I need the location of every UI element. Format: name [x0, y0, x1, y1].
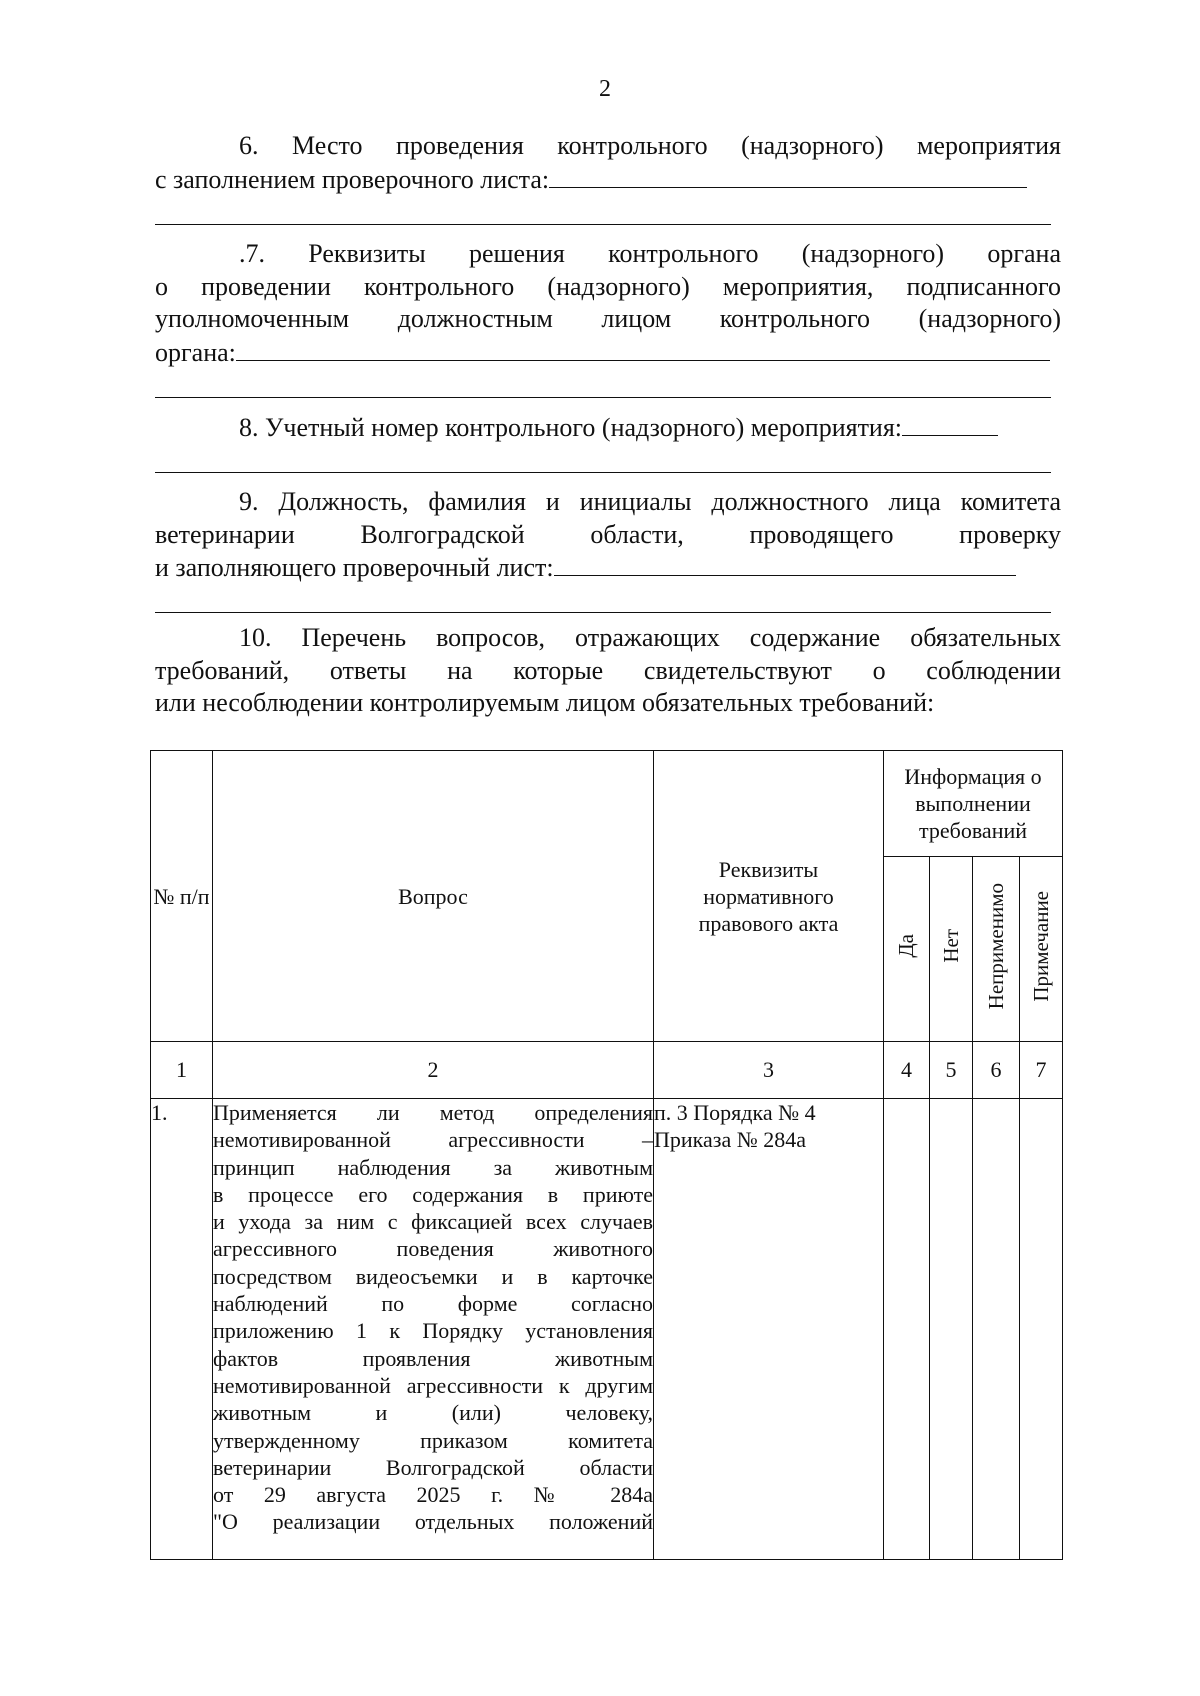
- answer-no-cell[interactable]: [930, 1099, 973, 1560]
- checklist-table: [150, 750, 1063, 1560]
- question-line: немотивированной агрессивности –: [213, 1127, 653, 1153]
- header-num: № п/п: [151, 751, 213, 1042]
- item-10-list-intro: [155, 622, 1061, 720]
- item-8-fill-field[interactable]: [902, 411, 998, 436]
- reference-line: п. 3 Порядка № 4: [654, 1100, 816, 1125]
- question-cell: [213, 1099, 654, 1560]
- item-9-line-1: 9. Должность, фамилия и инициалы должностного лица комитета: [239, 487, 1061, 516]
- row-number: 1.: [151, 1099, 213, 1560]
- page-number: 2: [599, 76, 611, 102]
- item-10-line-2: требований, ответы на которые свидетельствуют о соблюдении: [155, 655, 1061, 685]
- answer-note-cell[interactable]: [1020, 1099, 1063, 1560]
- question-line: ветеринарии Волгоградской области: [213, 1454, 653, 1480]
- header-note-cell: [1020, 857, 1063, 1042]
- item-9-inspector: [155, 486, 1061, 585]
- item-9-line-3: и заполняющего проверочный лист:: [155, 553, 554, 582]
- header-na-cell: [973, 857, 1020, 1042]
- item-8-number: [155, 411, 1061, 445]
- column-number: 1: [151, 1042, 213, 1099]
- item-6-line-2: с заполнением проверочного листа:: [155, 164, 550, 194]
- item-9-fill-field[interactable]: [554, 551, 1016, 576]
- item-6-blank-line[interactable]: [155, 224, 1051, 225]
- question-line: немотивированной агрессивности к другим: [213, 1372, 653, 1398]
- item-7-line-4: органа:: [155, 337, 236, 367]
- column-number: 2: [213, 1042, 654, 1099]
- item-8-line-1: 8. Учетный номер контрольного (надзорного) мероприятия:: [239, 413, 903, 442]
- item-6-fill-field[interactable]: [549, 163, 1027, 188]
- item-7-line-1: .7. Реквизиты решения контрольного (надзорного) органа: [239, 239, 1061, 268]
- item-7-line-2: о проведении контрольного (надзорного) мероприятия, подписанного: [155, 271, 1061, 301]
- question-line: животным и (или) человеку,: [213, 1400, 653, 1426]
- question-line: Применяется ли метод определения: [213, 1100, 653, 1125]
- question-line: агрессивного поведения животного: [213, 1236, 653, 1262]
- column-number: 7: [1020, 1042, 1063, 1099]
- header-note: Примечание: [1028, 890, 1053, 1002]
- header-info: Информация о выполнении требований: [884, 751, 1063, 857]
- item-6-place: [155, 130, 1061, 196]
- column-number: 4: [884, 1042, 930, 1099]
- column-number: 5: [930, 1042, 973, 1099]
- column-number: 6: [973, 1042, 1020, 1099]
- item-10-line-3: или несоблюдении контролируемым лицом обязательных требований:: [155, 688, 935, 717]
- question-line: посредством видеосъемки и в карточке: [213, 1263, 653, 1289]
- answer-yes-cell[interactable]: [884, 1099, 930, 1560]
- header-no-cell: [930, 857, 973, 1042]
- item-7-fill-field[interactable]: [236, 336, 1050, 361]
- reference-cell: [654, 1099, 884, 1560]
- item-7-decision: [155, 238, 1061, 369]
- question-line: фактов проявления животным: [213, 1345, 653, 1371]
- item-9-blank-line[interactable]: [155, 612, 1051, 613]
- item-6-line-1: 6. Место проведения контрольного (надзорного) мероприятия: [239, 131, 1061, 160]
- question-line: наблюдений по форме согласно: [213, 1291, 653, 1317]
- reference-line: Приказа № 284а: [654, 1127, 806, 1153]
- table-row: [151, 1099, 1063, 1560]
- item-8-blank-line[interactable]: [155, 472, 1051, 473]
- question-line: "О реализации отдельных положений: [213, 1509, 653, 1535]
- header-yes-cell: [884, 857, 930, 1042]
- column-number-row: [151, 1042, 1063, 1099]
- column-number: 3: [654, 1042, 884, 1099]
- answer-na-cell[interactable]: [973, 1099, 1020, 1560]
- question-line: в процессе его содержания в приюте: [213, 1181, 653, 1207]
- question-line: принцип наблюдения за животным: [213, 1154, 653, 1180]
- header-question: Вопрос: [213, 751, 654, 1042]
- header-na: Неприменимо: [983, 882, 1008, 1010]
- header-reference: Реквизиты нормативного правового акта: [654, 751, 884, 1042]
- item-7-blank-line[interactable]: [155, 397, 1051, 398]
- item-9-line-2: ветеринарии Волгоградской области, проводящего проверку: [155, 519, 1061, 549]
- header-yes: Да: [894, 934, 918, 958]
- header-no: Нет: [938, 929, 963, 963]
- question-line: от 29 августа 2025 г. № 284а: [213, 1482, 653, 1508]
- question-line: приложению 1 к Порядку установления: [213, 1318, 653, 1344]
- question-line: утвержденному приказом комитета: [213, 1427, 653, 1453]
- item-7-line-3: уполномоченным должностным лицом контрольного (надзорного): [155, 304, 1061, 333]
- item-10-line-1: 10. Перечень вопросов, отражающих содержание обязательных: [239, 623, 1061, 652]
- question-line: и ухода за ним с фиксацией всех случаев: [213, 1209, 653, 1235]
